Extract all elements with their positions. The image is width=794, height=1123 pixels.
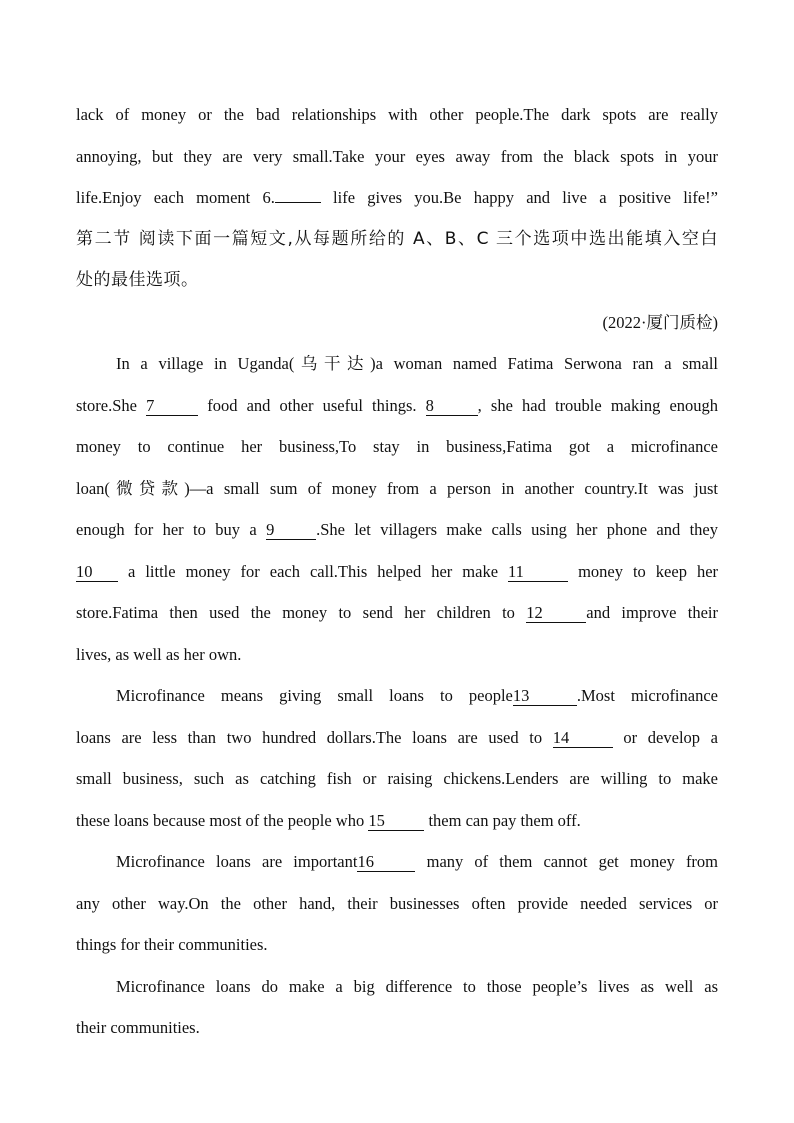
document-page: [76, 94, 718, 1049]
section-heading: [76, 219, 718, 261]
blank-10: 10: [76, 563, 118, 582]
text-line: [76, 924, 718, 966]
text-line: [76, 717, 718, 759]
section-instruction-cont: 处的最佳选项。: [76, 270, 199, 290]
line-text: or develop a: [623, 727, 719, 747]
text-line: [76, 426, 718, 468]
line-text: money to continue her business,To stay in business,Fatima got a microfinance: [76, 437, 718, 456]
text-line: [76, 509, 718, 551]
text-line: [76, 1007, 718, 1049]
text-line: [76, 551, 718, 593]
text-line: [76, 758, 718, 800]
line-text: loans are less than two hundred dollars.The loans are used to: [76, 727, 543, 747]
line-text: Microfinance loans do make a big difference to those people’s lives as well as: [116, 976, 718, 996]
line-text: a little money for each call.This helped her make: [128, 561, 499, 581]
blank-6: [275, 184, 321, 203]
line-text: annoying, but they are very small.Take your eyes away from the black spots in your: [76, 146, 718, 166]
text-line: [76, 592, 718, 634]
blank-14: 14: [553, 729, 613, 748]
blank-15: 15: [368, 812, 424, 831]
text-line: [76, 800, 718, 842]
line-text: enough for her to buy a: [76, 520, 257, 539]
text-line: [76, 966, 718, 1008]
line-text: lack of money or the bad relationships with other people.The dark spots are really: [76, 105, 718, 124]
line-text: store.Fatima then used the money to send her children to: [76, 603, 515, 622]
line-text: life.Enjoy each moment 6.: [76, 188, 275, 207]
blank-13: 13: [513, 687, 577, 706]
text-line: [76, 468, 718, 510]
line-text: and improve their: [586, 603, 719, 622]
line-text: their communities.: [76, 1018, 200, 1037]
blank-9: 9: [266, 521, 316, 540]
blank-8: 8: [426, 397, 478, 416]
line-text: food and other useful things.: [207, 395, 417, 415]
source-label: (2022·厦门质检): [602, 312, 718, 332]
text-line: [76, 177, 718, 219]
line-text: these loans because most of the people who: [76, 810, 365, 830]
text-line: [76, 94, 718, 136]
text-line: [76, 385, 718, 427]
line-text: store.She: [76, 395, 137, 415]
line-text: Microfinance loans are important: [116, 852, 358, 871]
line-text: many of them cannot get money from: [426, 852, 719, 871]
section-heading-cont: [76, 260, 718, 302]
blank-12: 12: [526, 604, 586, 623]
line-text: Microfinance means giving small loans to people: [116, 686, 513, 705]
line-text: .She let villagers make calls using her phone and they: [316, 520, 719, 539]
line-text: small business, such as catching fish or raising chickens.Lenders are willing to make: [76, 769, 718, 788]
line-text: loan(微贷款)—a small sum of money from a person in another country.It was just: [76, 478, 718, 498]
blank-7: 7: [146, 397, 198, 416]
line-text: money to keep her: [578, 561, 719, 581]
line-text: them can pay them off.: [428, 810, 581, 830]
text-line: [76, 136, 718, 178]
source-line: [76, 302, 718, 344]
text-line: [76, 883, 718, 925]
line-text: In a village in Uganda(乌干达)a woman named Fatima Serwona ran a small: [116, 354, 718, 373]
line-text: life gives you.Be happy and live a positive life!”: [333, 188, 718, 207]
text-line: [76, 634, 718, 676]
text-line: [76, 675, 718, 717]
line-text: any other way.On the other hand, their businesses often provide needed services or: [76, 893, 718, 913]
blank-16: 16: [357, 853, 415, 872]
text-line: [76, 841, 718, 883]
text-line: [76, 343, 718, 385]
line-text: lives, as well as her own.: [76, 644, 242, 664]
blank-11: 11: [508, 563, 568, 582]
line-text: , she had trouble making enough: [477, 395, 719, 415]
line-text: .Most microfinance: [576, 686, 718, 705]
line-text: things for their communities.: [76, 935, 268, 954]
section-instruction: 第二节 阅读下面一篇短文,从每题所给的 A、B、C 三个选项中选出能填入空白: [76, 228, 718, 249]
